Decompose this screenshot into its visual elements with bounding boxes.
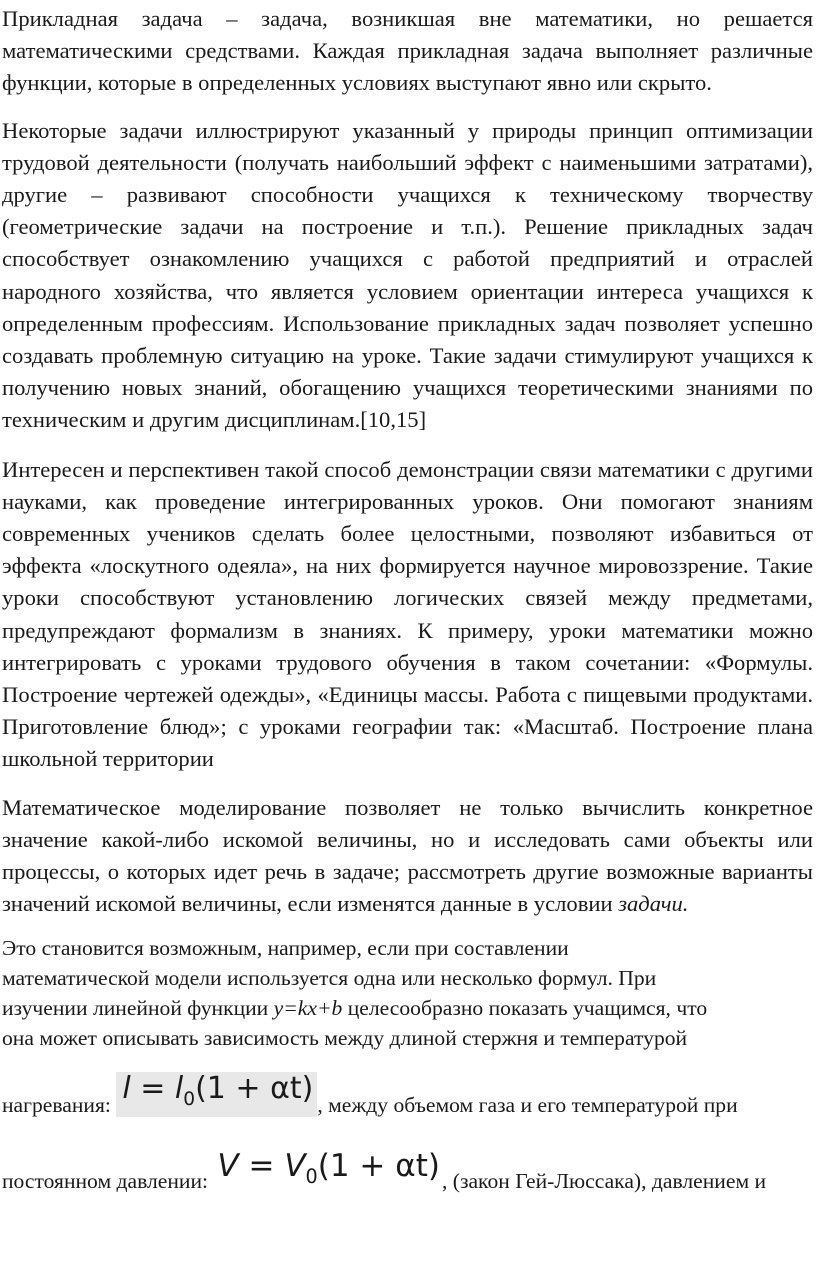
paragraph-3: Интересен и перспективен такой способ демонстрации связи математики с другими науками, как проведение интегрированных уроков. Они помогают знаниям современных учеников сделать более целостными, позволяют избавиться от эффекта «лоскутного одеяла», на них формируется научное мировоззрение. Такие уроки способствуют установлению логических связей между предметами, предупреждают формализм в знаниях. К примеру, уроки математики можно интегрировать с уроками трудового обучения в таком сочетании: «Формулы. Построение чертежей одежды», «Единицы массы. Работа с пищевыми продуктами. Приготовление блюд»; с уроками географии так: «Масштаб. Построение плана школьной территории [2, 456, 813, 772]
paragraph-4-text: Математическое моделирование позволяет не только вычислить конкретное значение какой-либо искомой величины, но и исследовать сами объекты или процессы, о которых идет речь в задаче; рассмотреть другие возможные варианты значений искомой величины, если изменятся данные в условии [2, 794, 813, 917]
formula1-sub: 0 [183, 1089, 196, 1110]
formula2-rest: (1 + αt) [317, 1147, 440, 1184]
p5-line-6a: постоянном давлении: [2, 1168, 214, 1193]
p5-line-2: математической модели используется одна или несколько формул. При [2, 966, 657, 991]
formula2-lhs: V [217, 1147, 239, 1184]
p5-line-4: она может описывать зависимость между длиной стержня и температурой [2, 1025, 688, 1050]
p5-line-5a: нагревания: [2, 1093, 117, 1117]
formula1-rest: (1 + αt) [195, 1071, 314, 1106]
p5-line-6b: , (закон Гей-Люссака), давлением и [441, 1168, 767, 1193]
linear-function-formula: y=kx+b [273, 995, 343, 1020]
formula2-sub: 0 [305, 1164, 318, 1188]
formula2-eq: = [238, 1147, 285, 1184]
p5-line-1: Это становится возможным, например, если при составлении [2, 936, 569, 961]
formula1-base: l [174, 1071, 184, 1106]
paragraph-5 [2, 934, 813, 1205]
paragraph-1: Прикладная задача – задача, возникшая вне математики, но решается математическими средствами. Каждая прикладная задача выполняет различные функции, которые в определенных условиях выступают явно или скрыто. [2, 6, 813, 96]
formula1-eq: = [130, 1071, 175, 1106]
p5-line-3a: изучении линейной функции [2, 995, 274, 1020]
p5-line-5b: , между объемом газа и его температурой при [317, 1093, 738, 1117]
formula1-lhs: l [122, 1071, 131, 1106]
p5-line-3b: целесообразно показать учащимся, что [342, 995, 708, 1020]
rod-length-formula [116, 1072, 317, 1117]
formula2-base: V [284, 1147, 306, 1184]
paragraph-4 [2, 792, 813, 921]
gay-lussac-formula [213, 1149, 442, 1194]
paragraph-4-italic: задачи. [618, 891, 689, 917]
paragraph-2: Некоторые задачи иллюстрируют указанный у природы принцип оптимизации трудовой деятельности (получать наибольший эффект с наименьшими затратами), другие – развивают способности учащихся к техническому творчеству (геометрические задачи на построение и т.п.). Решение прикладных задач способствует ознакомлению учащихся с работой предприятий и отраслей народного хозяйства, что является условием ориентации интереса учащихся к определенным профессиям. Использование прикладных задач позволяет успешно создавать проблемную ситуацию на уроке. Такие задачи стимулируют учащихся к получению новых знаний, обогащению учащихся теоретическими знаниями по техническим и другим дисциплинам.[10,15] [2, 117, 813, 433]
